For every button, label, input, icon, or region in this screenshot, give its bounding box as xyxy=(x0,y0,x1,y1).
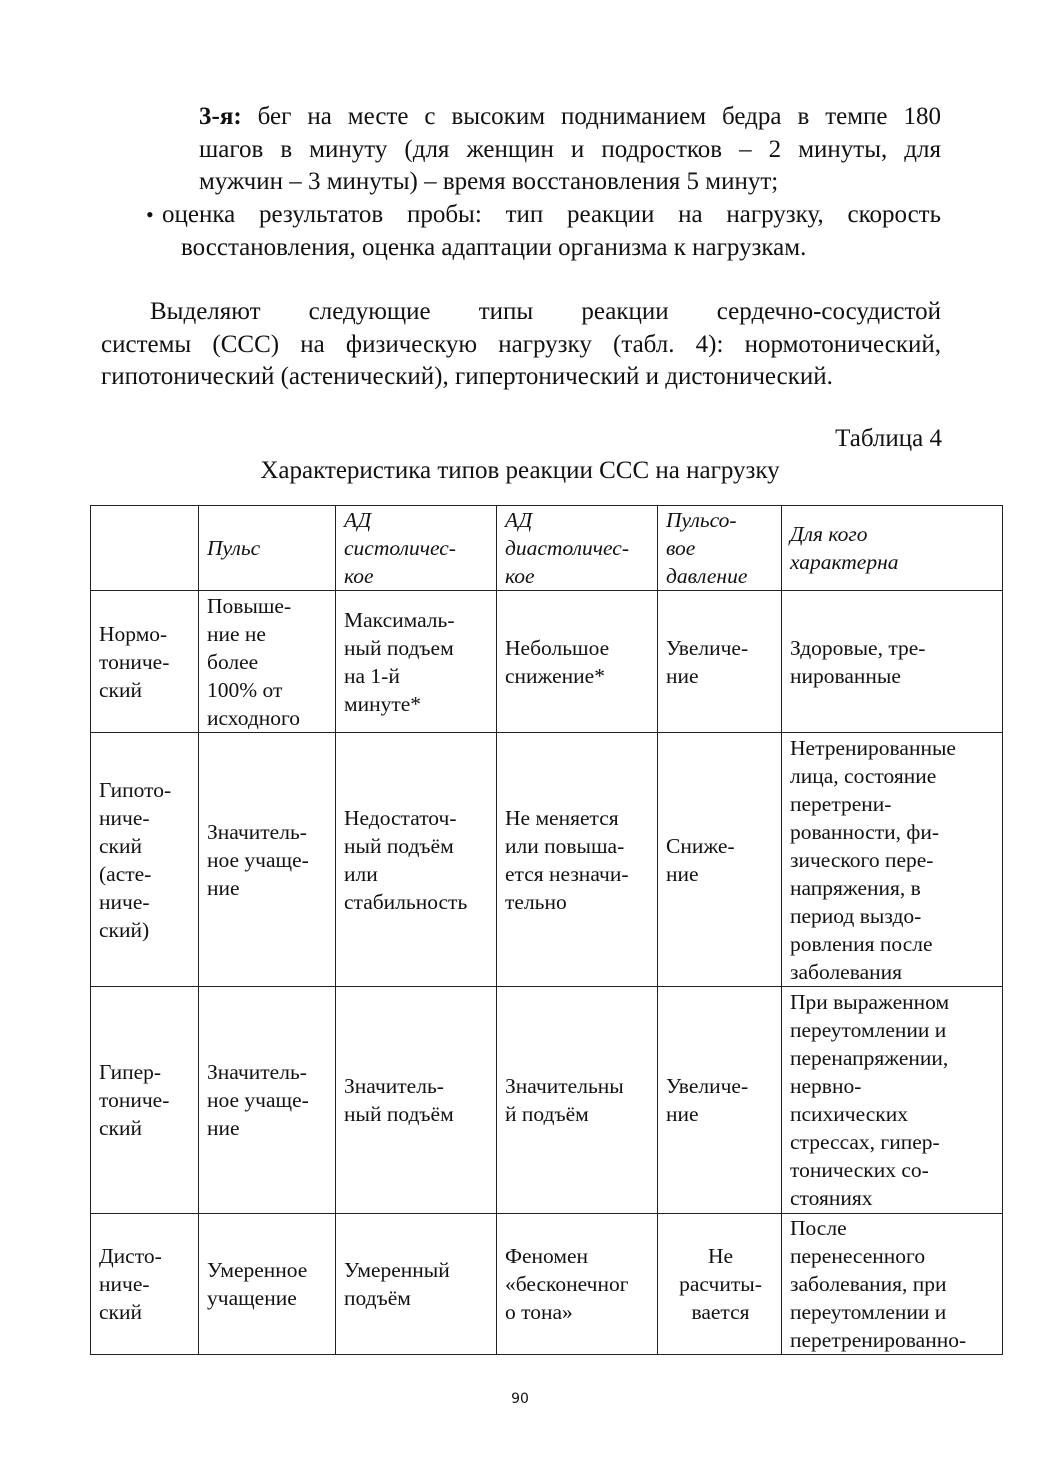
cell-diastolic: Феномен «бесконечног о тона» xyxy=(497,1214,658,1355)
table-number: Таблица 4 xyxy=(835,425,942,452)
reaction-types-table xyxy=(90,505,1003,1355)
header-cell-systolic: АД систоличес- кое xyxy=(336,506,497,591)
cell-for-whom: При выраженном переутомлении и перенапряжении, нервно- психических стрессах, гипер- тонических со- стояниях xyxy=(782,987,1003,1214)
cell-diastolic: Значительны й подъём xyxy=(497,987,658,1214)
cell-diastolic: Не меняется или повыша- ется незначи- тельно xyxy=(497,733,658,987)
header-cell-empty xyxy=(91,506,199,591)
cell-pulse: Значитель- ное учаще- ние xyxy=(199,733,336,987)
cell-for-whom: После перенесенного заболевания, при переутомлении и перетренированно- xyxy=(782,1214,1003,1355)
item3-label: 3-я: xyxy=(199,103,242,130)
item3-text-1: бег на месте с высоким подниманием бедра в темпе 180 xyxy=(241,103,941,130)
page-number: 90 xyxy=(511,1391,529,1407)
table-row xyxy=(91,1214,1003,1355)
cell-pulse: Повыше- ние не более 100% от исходного xyxy=(199,591,336,733)
item3-line3: мужчин – 3 минуты) – время восстановления 5 минут; xyxy=(199,168,779,195)
bullet-line1: оценка результатов пробы: тип реакции на нагрузку, скорость xyxy=(162,201,941,228)
cell-pulse-pressure: Сниже- ние xyxy=(658,733,782,987)
cell-pulse-pressure: Не расчиты- вается xyxy=(658,1214,782,1355)
table-title: Характеристика типов реакции ССС на нагрузку xyxy=(260,457,780,484)
table-row xyxy=(91,733,1003,987)
paragraph-line3: гипотонический (астенический), гипертонический и дистонический. xyxy=(101,363,833,390)
cell-type: Гипото- ниче- ский (асте- ниче- ский) xyxy=(91,733,199,987)
table-row xyxy=(91,987,1003,1214)
bullet-icon: • xyxy=(146,202,154,227)
cell-diastolic: Небольшое снижение* xyxy=(497,591,658,733)
cell-pulse-pressure: Увеличе- ние xyxy=(658,987,782,1214)
cell-systolic: Недостаточ- ный подъём или стабильность xyxy=(336,733,497,987)
cell-systolic: Максималь- ный подъем на 1-й минуте* xyxy=(336,591,497,733)
header-cell-pulse: Пульс xyxy=(199,506,336,591)
cell-systolic: Значитель- ный подъём xyxy=(336,987,497,1214)
table-row xyxy=(91,591,1003,733)
cell-type: Гипер- тониче- ский xyxy=(91,987,199,1214)
header-cell-for-whom: Для кого характерна xyxy=(782,506,1003,591)
paragraph-line1: Выделяют следующие типы реакции сердечно-сосудистой xyxy=(150,298,941,325)
cell-type: Нормо- тониче- ский xyxy=(91,591,199,733)
table-header-row xyxy=(91,506,1003,591)
header-cell-pulse-pressure: Пульсо- вое давление xyxy=(658,506,782,591)
header-cell-diastolic: АД диастоличес- кое xyxy=(497,506,658,591)
cell-systolic: Умеренный подъём xyxy=(336,1214,497,1355)
item3-line1 xyxy=(199,101,941,133)
cell-pulse-pressure: Увеличе- ние xyxy=(658,591,782,733)
cell-for-whom: Здоровые, тре- нированные xyxy=(782,591,1003,733)
cell-pulse: Умеренное учащение xyxy=(199,1214,336,1355)
bullet-line2: восстановления, оценка адаптации организма к нагрузкам. xyxy=(181,234,807,261)
item3-line2: шагов в минуту (для женщин и подростков – 2 минуты, для xyxy=(199,136,941,163)
cell-for-whom: Нетренированные лица, состояние перетрени- рованности, фи- зического пере- напряжения, в период выздо- ровления после заболевания xyxy=(782,733,1003,987)
cell-type: Дисто- ниче- ский xyxy=(91,1214,199,1355)
paragraph-line2: системы (ССС) на физическую нагрузку (табл. 4): нормотонический, xyxy=(101,331,941,358)
cell-pulse: Значитель- ное учаще- ние xyxy=(199,987,336,1214)
